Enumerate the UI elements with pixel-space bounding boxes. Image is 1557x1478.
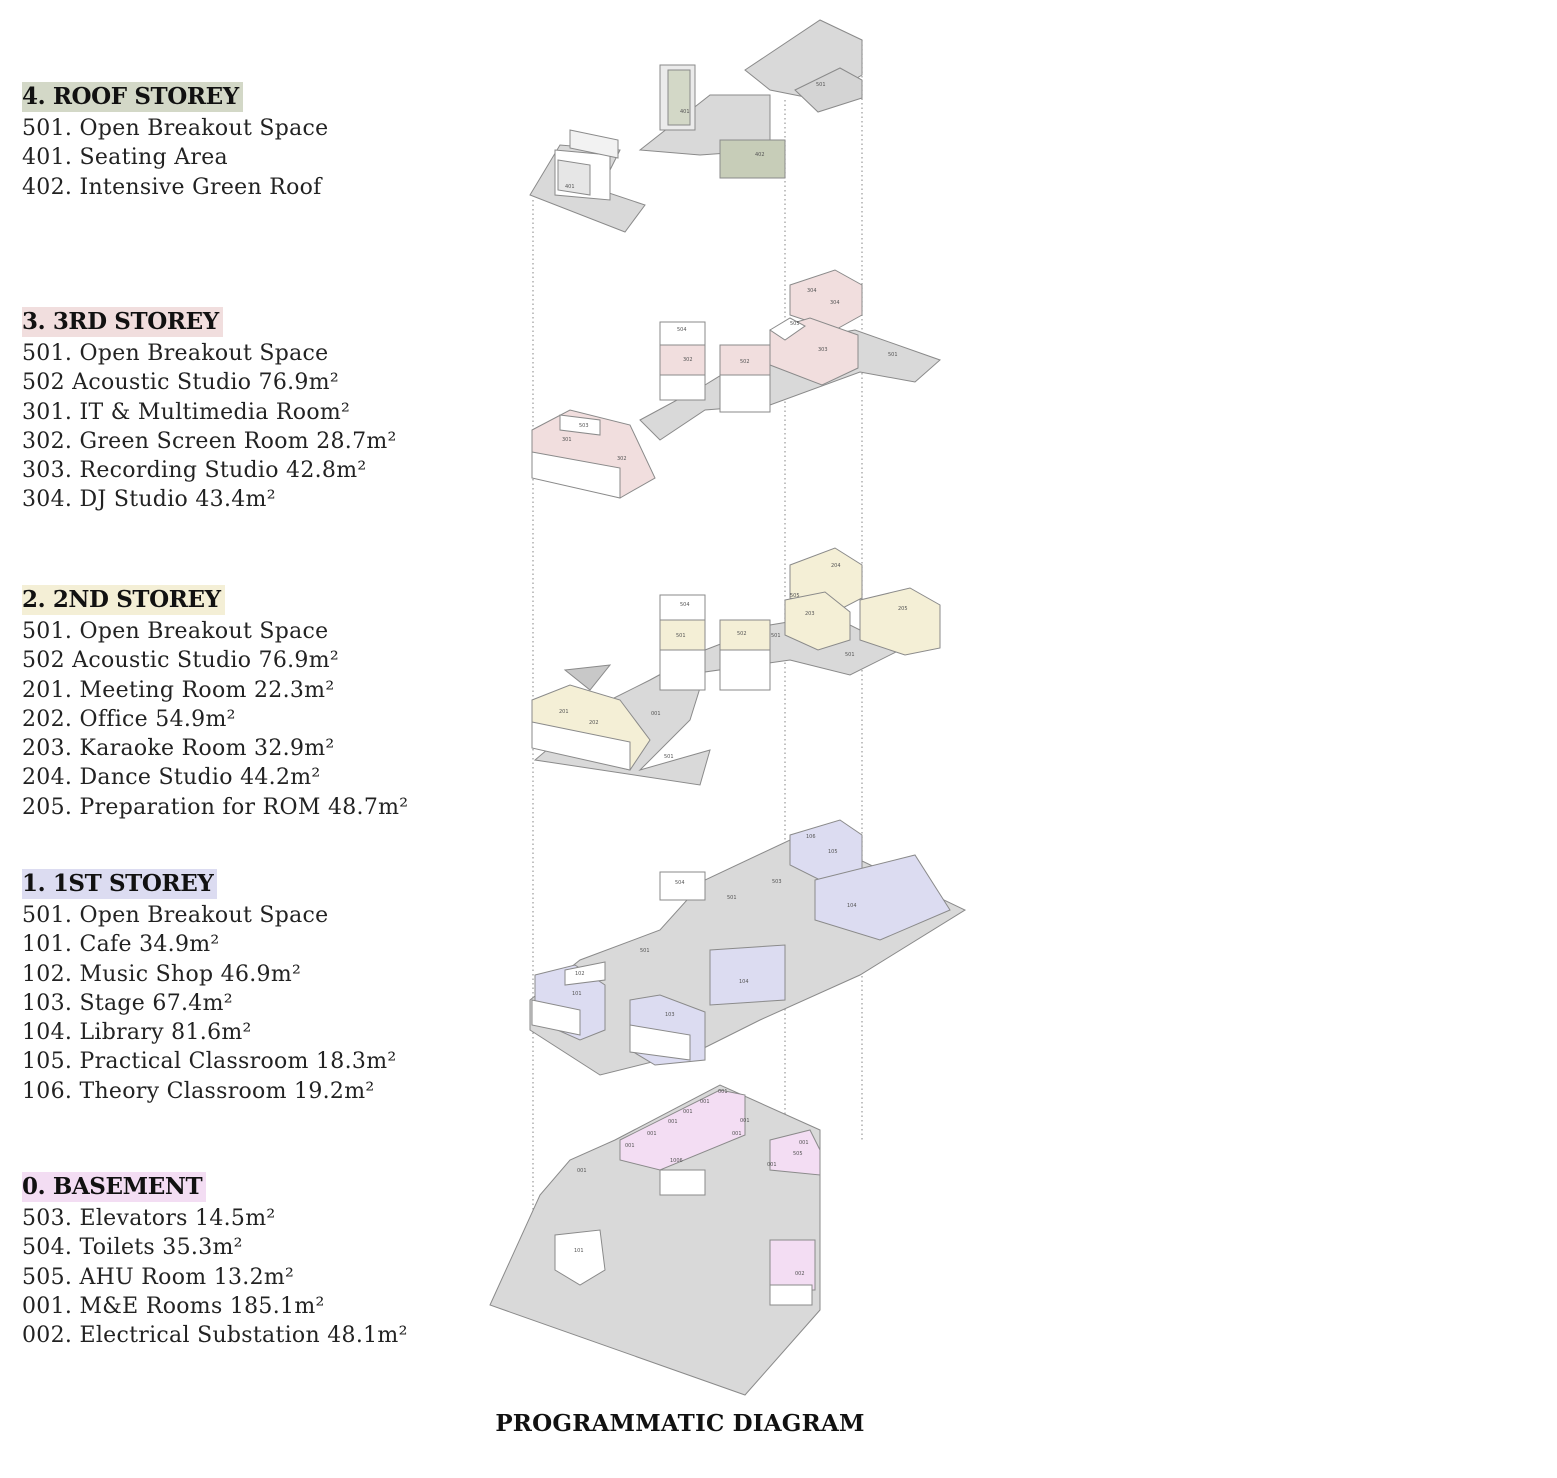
second-storey-plan [532, 548, 940, 785]
room-label: 304 [807, 288, 817, 294]
room-label: 504 [675, 880, 685, 886]
room-label: 203 [805, 611, 815, 617]
list-item: 103. Stage 67.4m² [22, 990, 233, 1016]
room-label: 001 [732, 1131, 742, 1137]
room-label: 105 [828, 849, 838, 855]
room-label: 202 [589, 720, 599, 726]
storey-list-second [22, 617, 462, 822]
list-item: 203. Karaoke Room 32.9m² [22, 736, 335, 762]
room-label: 303 [818, 347, 828, 353]
room-label: 103 [665, 1012, 675, 1018]
list-item: 201. Meeting Room 22.3m² [22, 677, 335, 703]
room-label: 104 [739, 979, 749, 985]
legend-basement [22, 1172, 462, 1350]
room-label: 501 [727, 895, 737, 901]
room-label: 101 [572, 991, 582, 997]
list-item: 401. Seating Area [22, 145, 228, 171]
room-label: 001 [718, 1089, 728, 1095]
storey-list-roof [22, 114, 462, 202]
list-item: 303. Recording Studio 42.8m² [22, 458, 367, 484]
list-item: 304. DJ Studio 43.4m² [22, 487, 276, 513]
room-label: 001 [740, 1118, 750, 1124]
list-item: 504. Toilets 35.3m² [22, 1235, 243, 1261]
list-item: 501. Open Breakout Space [22, 903, 329, 928]
room-label: 205 [898, 606, 908, 612]
list-item: 501. Open Breakout Space [22, 341, 329, 366]
room-label: 001 [799, 1140, 809, 1146]
list-item: 002. Electrical Substation 48.1m² [22, 1323, 408, 1349]
room-label: 204 [831, 563, 841, 569]
list-item: 301. IT & Multimedia Room² [22, 399, 351, 425]
room-label: 001 [700, 1099, 710, 1105]
room-label: 504 [677, 327, 687, 333]
room-label: 505 [790, 593, 800, 599]
room-label: 502 [737, 631, 747, 637]
room-label: 001 [668, 1119, 678, 1125]
room-label: 503 [579, 423, 589, 429]
room-label: 504 [680, 602, 690, 608]
roof-storey-plan [530, 20, 862, 232]
room-label: 001 [625, 1143, 635, 1149]
room-label: 503 [772, 879, 782, 885]
list-item: 501. Open Breakout Space [22, 619, 329, 644]
list-item: 402. Intensive Green Roof [22, 174, 322, 200]
room-label: 402 [755, 152, 765, 158]
room-label: 301 [562, 437, 572, 443]
legend-first [22, 869, 462, 1106]
room-label: 001 [577, 1168, 587, 1174]
third-storey-plan [532, 270, 940, 498]
list-item: 104. Library 81.6m² [22, 1020, 252, 1046]
list-item: 101. Cafe 34.9m² [22, 932, 220, 958]
list-item: 001. M&E Rooms 185.1m² [22, 1293, 325, 1319]
storey-list-basement [22, 1204, 462, 1350]
room-label: 001 [767, 1162, 777, 1168]
legend-roof [22, 82, 462, 202]
room-label: 501 [816, 82, 826, 88]
room-label: 501 [771, 633, 781, 639]
room-label: 002 [795, 1271, 805, 1277]
room-label: 201 [559, 709, 569, 715]
exploded-axonometric-diagram [470, 10, 990, 1400]
legend-second [22, 585, 462, 822]
list-item: 106. Theory Classroom 19.2m² [22, 1078, 375, 1104]
room-label: 501 [888, 352, 898, 358]
room-label: 102 [575, 971, 585, 977]
storey-heading-first: 1. 1ST STOREY [22, 869, 217, 899]
list-item: 302. Green Screen Room 28.7m² [22, 428, 397, 454]
storey-heading-basement: 0. BASEMENT [22, 1172, 206, 1202]
room-label: 302 [683, 357, 693, 363]
storey-heading-roof: 4. ROOF STOREY [22, 82, 243, 112]
first-storey-plan [530, 820, 965, 1075]
room-label: 101 [574, 1248, 584, 1254]
room-label: 304 [830, 300, 840, 306]
room-label: 505 [793, 1151, 803, 1157]
room-label: 501 [676, 633, 686, 639]
room-label: 502 [740, 359, 750, 365]
storey-heading-third: 3. 3RD STOREY [22, 307, 223, 337]
list-item: 202. Office 54.9m² [22, 706, 236, 732]
diagram-title: PROGRAMMATIC DIAGRAM [495, 1410, 865, 1437]
room-label: 104 [847, 903, 857, 909]
room-label: 001 [647, 1131, 657, 1137]
list-item: 501. Open Breakout Space [22, 116, 329, 141]
room-label: 001 [651, 711, 661, 717]
list-item: 503. Elevators 14.5m² [22, 1206, 276, 1231]
storey-list-third [22, 339, 462, 515]
list-item: 102. Music Shop 46.9m² [22, 961, 302, 987]
room-label: 401 [565, 184, 575, 190]
list-item: 502 Acoustic Studio 76.9m² [22, 370, 339, 396]
room-label: 001 [683, 1109, 693, 1115]
room-label: 505 [790, 321, 800, 327]
legend-third [22, 307, 462, 515]
room-label: 501 [640, 948, 650, 954]
room-label: 106 [806, 834, 816, 840]
list-item: 205. Preparation for ROM 48.7m² [22, 794, 409, 820]
storey-list-first [22, 901, 462, 1106]
room-label: 401 [680, 109, 690, 115]
list-item: 505. AHU Room 13.2m² [22, 1264, 295, 1290]
room-label: 501 [845, 652, 855, 658]
room-label: 501 [664, 754, 674, 760]
list-item: 502 Acoustic Studio 76.9m² [22, 648, 339, 674]
storey-heading-second: 2. 2ND STOREY [22, 585, 225, 615]
room-label: 302 [617, 456, 627, 462]
list-item: 204. Dance Studio 44.2m² [22, 765, 321, 791]
list-item: 105. Practical Classroom 18.3m² [22, 1049, 397, 1075]
room-label: 1006 [670, 1158, 683, 1164]
